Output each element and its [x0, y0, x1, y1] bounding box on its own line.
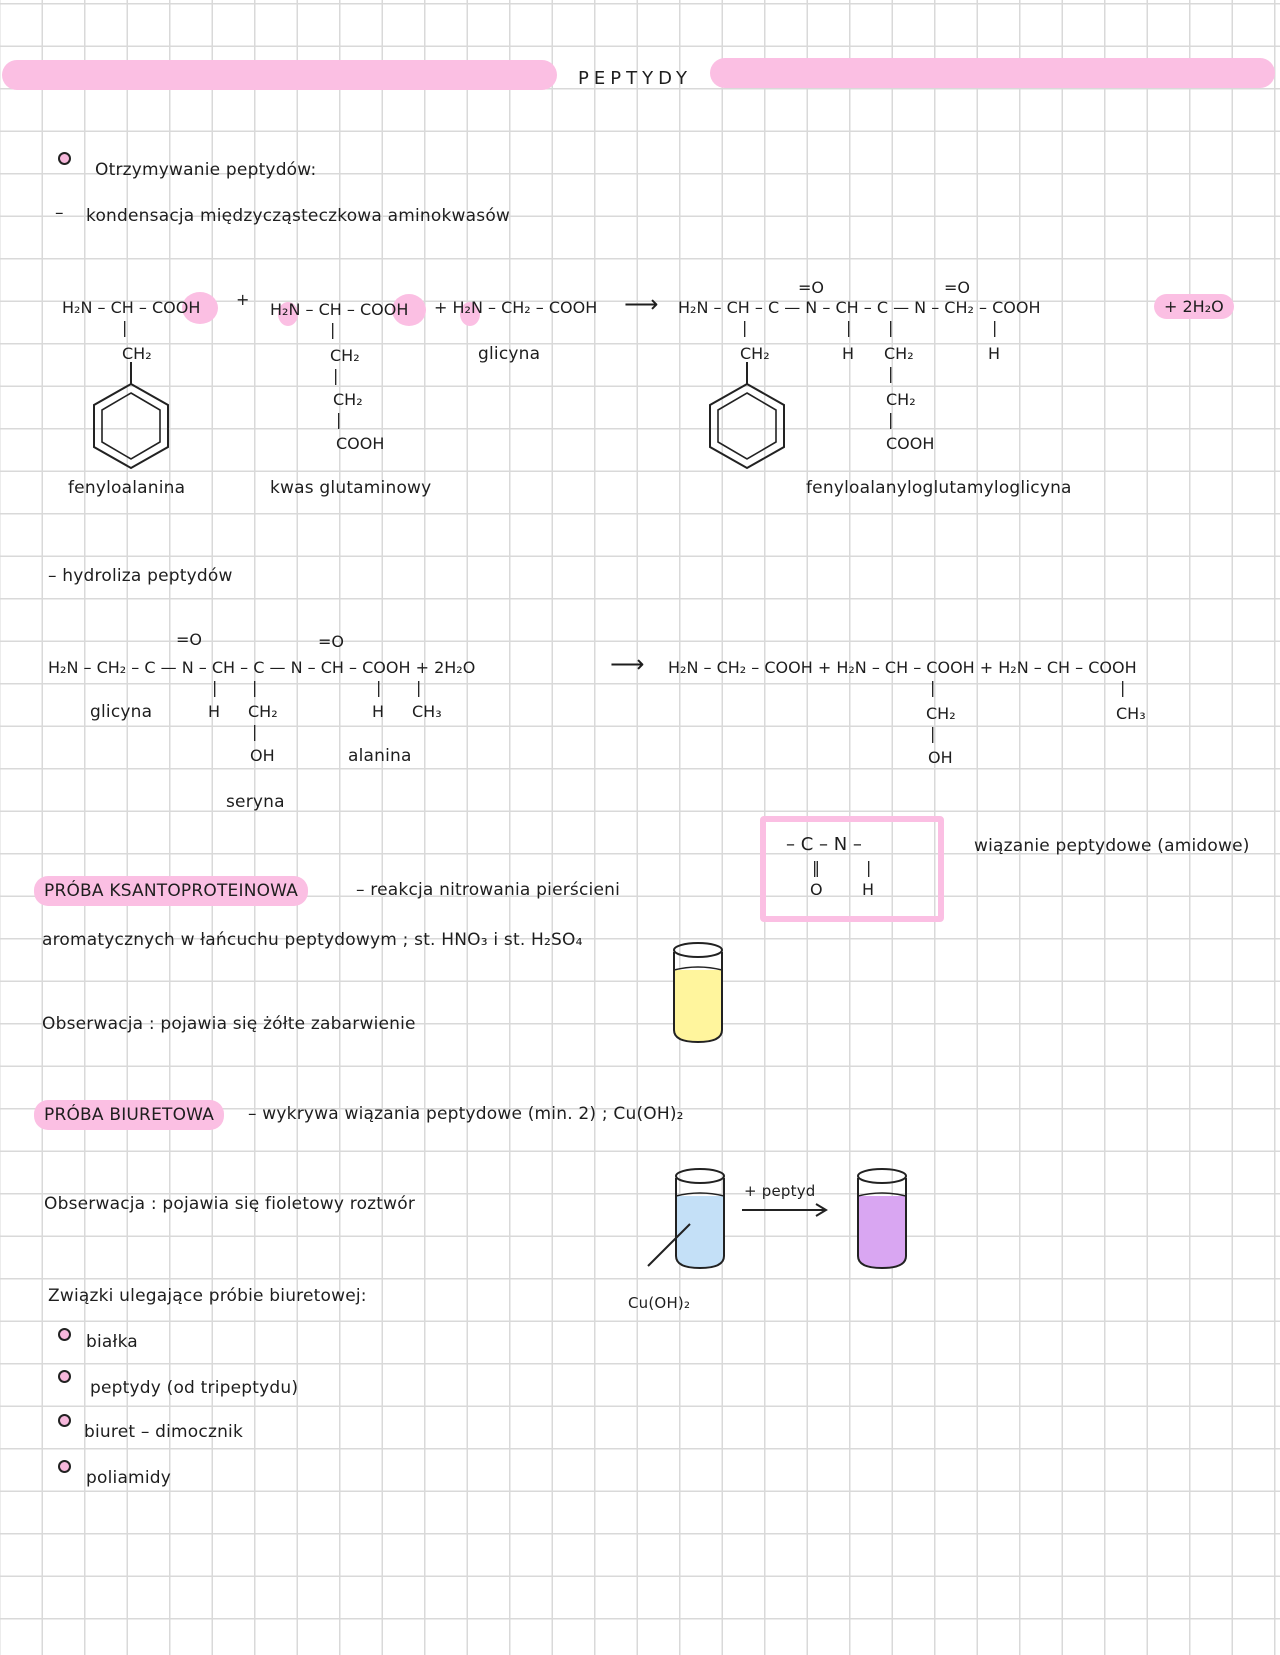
benzene-ring-icon — [704, 362, 790, 474]
page-title: PEPTYDY — [578, 68, 692, 89]
phenylalanine-bond: | — [122, 318, 128, 337]
reaction-arrow: ⟶ — [624, 290, 659, 318]
bullet-icon — [58, 152, 71, 165]
glutamic-bond: | — [336, 410, 342, 429]
product-side-2: CH₂ — [884, 344, 914, 363]
glycine-name: glicyna — [90, 702, 153, 722]
plus-sign: + — [236, 290, 250, 309]
peptide-bond-label: wiązanie peptydowe (amidowe) — [974, 836, 1250, 856]
peptide-bond-box — [760, 816, 944, 922]
product-carbonyl-1: =O — [798, 278, 824, 297]
phenylalanine-name: fenyloalanina — [68, 478, 186, 498]
product-side-4: COOH — [886, 434, 935, 453]
alanine-name: alanina — [348, 746, 412, 766]
list-item: poliamidy — [86, 1468, 171, 1488]
yellow-test-tube-icon — [670, 940, 726, 1044]
serine-product-side-2: OH — [928, 748, 953, 767]
xanthoproteic-label: PRÓBA KSANTOPROTEINOWA — [34, 876, 308, 906]
product-bond: | — [930, 724, 936, 743]
glutamic-side-2: CH₂ — [333, 390, 363, 409]
product-bond: | — [888, 318, 894, 337]
alanine-side: CH₃ — [412, 702, 442, 721]
peptide-bond-h: H — [862, 880, 875, 899]
list-item: białka — [86, 1332, 138, 1352]
bullet-icon — [58, 1370, 71, 1383]
substrate-bond: | — [252, 678, 258, 697]
phenylalanine-side: CH₂ — [122, 344, 152, 363]
xanthoproteic-observation: Obserwacja : pojawia się żółte zabarwienie — [42, 1014, 416, 1034]
glutamic-side-1: CH₂ — [330, 346, 360, 365]
bullet-icon — [58, 1328, 71, 1341]
product-bond: | — [742, 318, 748, 337]
bullet-icon — [58, 1460, 71, 1473]
peptide-bond-single: | — [866, 858, 872, 877]
title-bar-left — [2, 60, 557, 90]
tripeptide-name: fenyloalanyloglutamyloglicyna — [806, 478, 1072, 498]
biuret-observation: Obserwacja : pojawia się fioletowy roztwór — [44, 1194, 416, 1214]
reagent-label: Cu(OH)₂ — [628, 1294, 691, 1312]
product-bond: | — [888, 410, 894, 429]
product-side-1: CH₂ — [740, 344, 770, 363]
violet-test-tube-icon — [854, 1166, 910, 1270]
serine-side-1: CH₂ — [248, 702, 278, 721]
compounds-heading: Związki ulegające próbie biuretowej: — [48, 1286, 367, 1306]
product-bond: | — [846, 318, 852, 337]
alanine-product-side: CH₃ — [1116, 704, 1146, 723]
serine-name: seryna — [226, 792, 285, 812]
substrate-nh-h-2: H — [372, 702, 385, 721]
glutamic-acid-name: kwas glutaminowy — [270, 478, 432, 498]
substrate-bond: | — [212, 678, 218, 697]
serine-side-2: OH — [250, 746, 275, 765]
product-bond: | — [992, 318, 998, 337]
glycine-formula: + H₂N – CH₂ – COOH — [434, 298, 598, 317]
arrow-label: + peptyd — [744, 1182, 816, 1200]
product-side-3: CH₂ — [886, 390, 916, 409]
xanthoproteic-desc-1: – reakcja nitrowania pierścieni — [356, 880, 620, 900]
biuret-desc: – wykrywa wiązania peptydowe (min. 2) ; Cu(OH)₂ — [248, 1104, 684, 1124]
tripeptide-formula: H₂N – CH – C — N – CH – C — N – CH₂ – COOH — [678, 298, 1041, 317]
list-item: biuret – dimocznik — [84, 1422, 244, 1442]
serine-product-side-1: CH₂ — [926, 704, 956, 723]
section1-heading: Otrzymywanie peptydów: — [95, 160, 317, 180]
product-nh-h-1: H — [842, 344, 855, 363]
product-bond: | — [930, 678, 936, 697]
product-bond: | — [888, 364, 894, 383]
phenylalanine-formula: H₂N – CH – COOH — [62, 298, 201, 317]
tripeptide-substrate: H₂N – CH₂ – C — N – CH – C — N – CH – COOH + 2H₂O — [48, 658, 476, 677]
section2-heading: – hydroliza peptydów — [48, 566, 233, 586]
product-nh-h-2: H — [988, 344, 1001, 363]
glycine-name: glicyna — [478, 344, 541, 364]
xanthoproteic-desc-2: aromatycznych w łańcuchu peptydowym ; st. HNO₃ i st. H₂SO₄ — [42, 930, 583, 950]
substrate-bond: | — [376, 678, 382, 697]
water-highlight: + 2H₂O — [1154, 294, 1234, 319]
glutamic-bond: | — [333, 366, 339, 385]
glutamic-bond: | — [330, 320, 336, 339]
list-item: peptydy (od tripeptydu) — [90, 1378, 299, 1398]
reaction-arrow: ⟶ — [610, 650, 645, 678]
substrate-bond: | — [252, 722, 258, 741]
benzene-ring-icon — [88, 362, 174, 474]
biuret-label: PRÓBA BIURETOWA — [34, 1100, 224, 1130]
peptide-bond-row1: – C – N – — [786, 834, 862, 855]
section1-subheading: kondensacja międzycząsteczkowa aminokwasów — [86, 206, 511, 226]
product-bond: | — [1120, 678, 1126, 697]
glutamic-side-3: COOH — [336, 434, 385, 453]
glutamic-acid-formula: H₂N – CH – COOH — [270, 300, 409, 319]
hydrolysis-products: H₂N – CH₂ – COOH + H₂N – CH – COOH + H₂N – CH – COOH — [668, 658, 1137, 677]
peptide-bond-double: ‖ — [812, 858, 820, 877]
section1-dash: – — [55, 203, 64, 223]
substrate-carbonyl-1: =O — [176, 630, 202, 649]
bullet-icon — [58, 1414, 71, 1427]
peptide-bond-o: O — [810, 880, 823, 899]
product-carbonyl-2: =O — [944, 278, 970, 297]
reagent-pointer-line — [644, 1222, 694, 1268]
arrow-right-icon — [740, 1202, 830, 1218]
substrate-bond: | — [416, 678, 422, 697]
substrate-carbonyl-2: =O — [318, 632, 344, 651]
substrate-nh-h-1: H — [208, 702, 221, 721]
title-bar-right — [710, 58, 1275, 88]
